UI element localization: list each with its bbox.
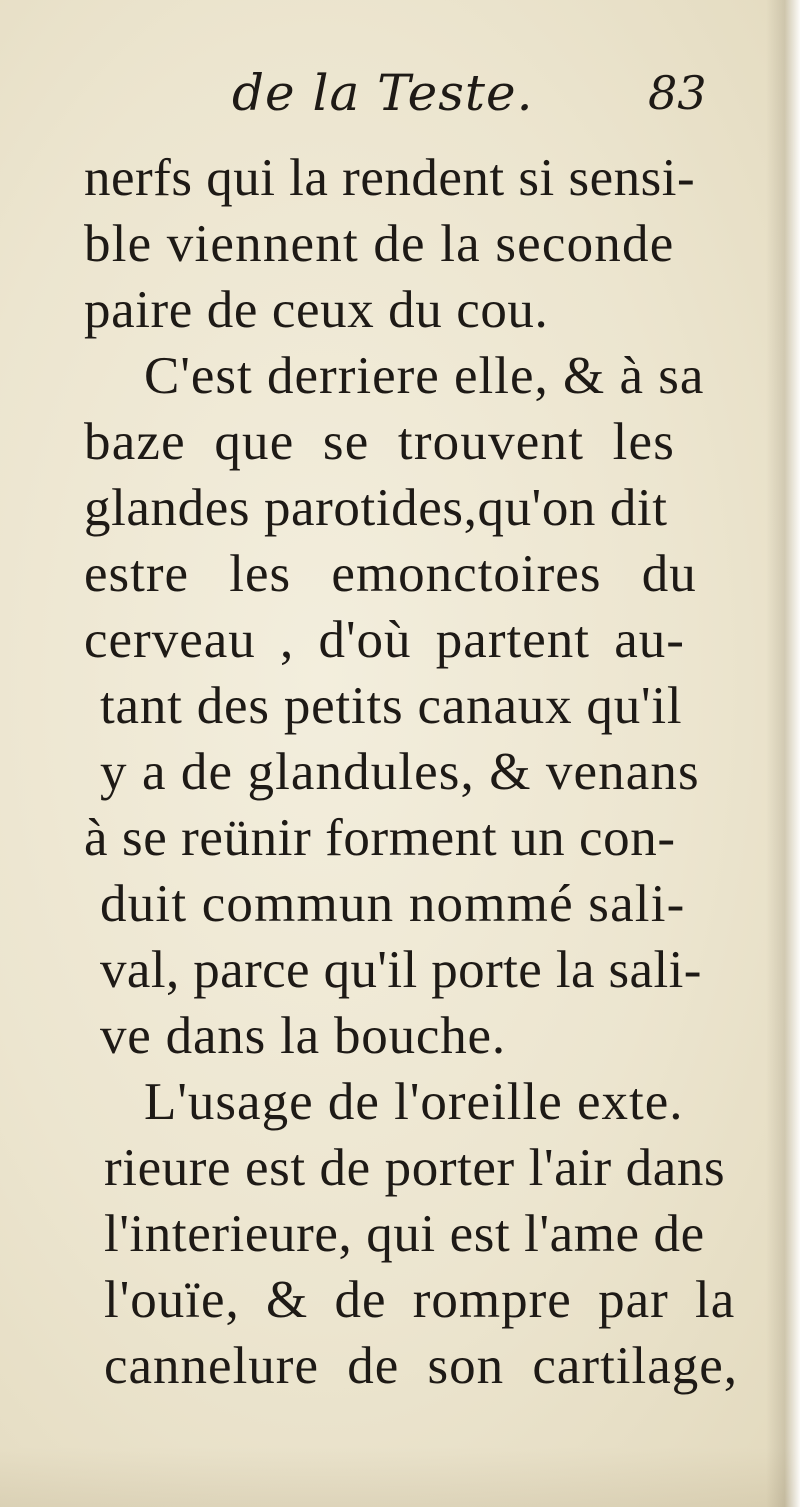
text-line: rieure est de porter l'air dans xyxy=(104,1139,726,1197)
text-line: nerfs qui la rendent si sensi- xyxy=(84,149,696,207)
text-line: à se reünir forment un con- xyxy=(84,809,676,867)
page-number: 83 xyxy=(648,66,707,120)
text-line: tant des petits canaux qu'il xyxy=(100,677,683,735)
page-bottom-shade xyxy=(0,1447,800,1507)
page-edge-shadow xyxy=(766,0,800,1507)
text-line: val, parce qu'il porte la sali- xyxy=(100,941,702,999)
text-line: estre les emonctoires du xyxy=(84,545,697,603)
text-line: cannelure de son cartilage, xyxy=(104,1337,739,1395)
text-line: l'interieure, qui est l'ame de xyxy=(104,1205,705,1263)
text-line: paire de ceux du cou. xyxy=(84,281,549,339)
text-line: l'ouïe, & de rompre par la xyxy=(104,1271,736,1329)
paragraph-start-line: L'usage de l'oreille exte. xyxy=(144,1073,684,1131)
text-line: duit commun nommé sali- xyxy=(100,875,686,933)
text-line: y a de glandules, & venans xyxy=(100,743,700,801)
text-line: ve dans la bouche. xyxy=(100,1007,506,1065)
text-line: baze que se trouvent les xyxy=(84,413,676,471)
paragraph-start-line: C'est derriere elle, & à sa xyxy=(144,347,705,405)
text-line: ble viennent de la seconde xyxy=(84,215,675,273)
page-header xyxy=(0,60,800,140)
running-head: de la Teste. xyxy=(232,64,534,122)
text-line: cerveau , d'où partent au- xyxy=(84,611,685,669)
text-line: glandes parotides,qu'on dit xyxy=(84,479,668,537)
